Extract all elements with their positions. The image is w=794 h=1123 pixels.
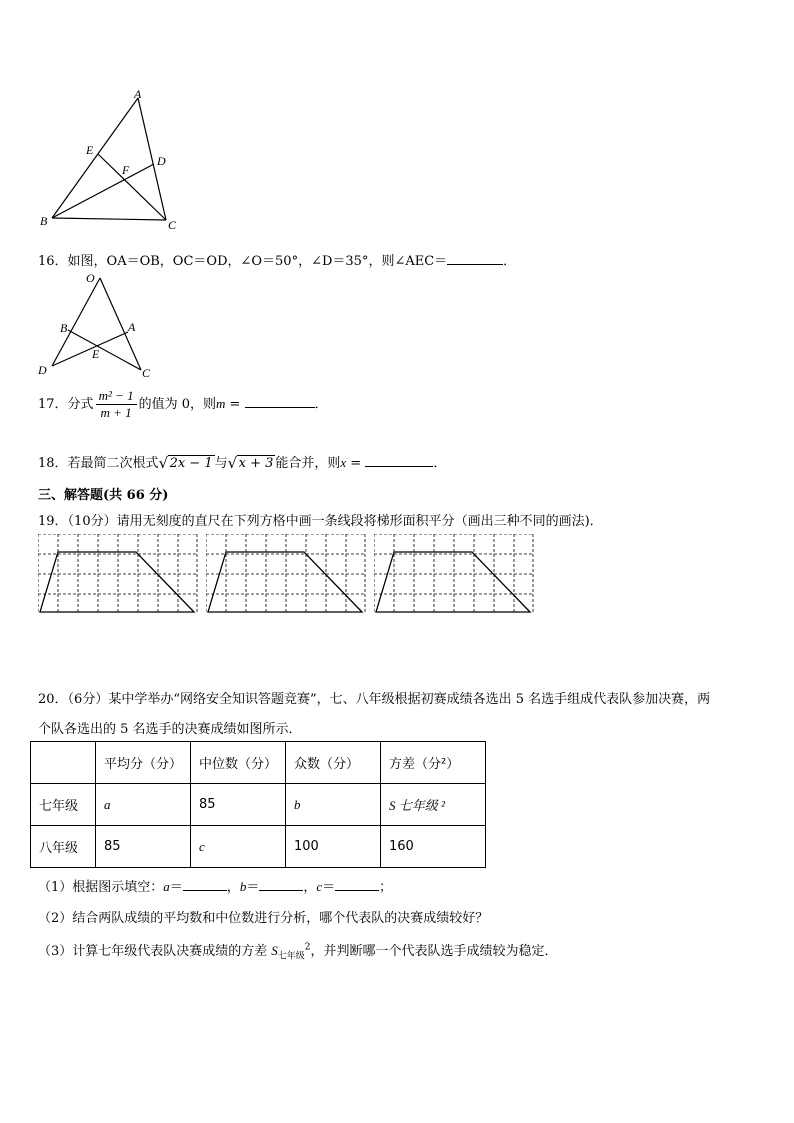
table-cell: c (191, 826, 286, 868)
label-C: C (142, 366, 151, 380)
q18-mid: 与 (214, 456, 228, 471)
triangle-figure-16 (34, 270, 154, 380)
label-O: O (86, 271, 95, 285)
label-B: B (40, 214, 48, 228)
triangle-figure-15 (36, 86, 196, 236)
grid-figure-1 (38, 534, 198, 614)
question-17 (38, 388, 328, 421)
table-cell: b (286, 784, 381, 826)
q17-pre: 分式 (67, 397, 94, 412)
table-header-row (31, 742, 486, 784)
q17-end: ． (314, 397, 328, 412)
label-E: E (92, 347, 100, 361)
table-cell: S 七年级 ² (381, 784, 486, 826)
label-D: D (157, 154, 166, 168)
q16-end: ． (503, 254, 517, 269)
question-20-line-1: 20．（6分）某中学举办“网络安全知识答题竞赛”，七、八年级根据初赛成绩各选出 5 名选手组成代表队参加决赛，两 (38, 692, 711, 707)
header-cell: 平均分（分） (96, 742, 191, 784)
question-19: 19．（10分）请用无刻度的直尺在下列方格中画一条线段将梯形面积平分（画出三种不同的画法)． (38, 514, 603, 529)
sub3-pre: （3）计算七年级代表队决赛成绩的方差 (38, 944, 268, 959)
eq: ＝ (169, 880, 183, 895)
table-cell: 85 (96, 826, 191, 868)
q18-rad1: 2x − 1 (169, 456, 213, 471)
label-B: B (60, 321, 68, 335)
q18-post: 能合并，则 (275, 456, 341, 471)
header-cell (31, 742, 96, 784)
sub3-superscript: 2 (304, 942, 311, 953)
q18-radical-1: √ 2x − 1 (158, 454, 213, 472)
q20-sub-1 (38, 876, 392, 895)
question-20-line-2: 个队各选出的 5 名选手的决赛成绩如图所示． (38, 722, 302, 737)
q17-fraction (96, 388, 137, 421)
score-table (30, 741, 486, 868)
q18-rad2: x + 3 (238, 456, 274, 471)
q17-var: m (216, 396, 226, 411)
q18-radical-2: √ x + 3 (227, 454, 274, 472)
q17-number: 17． (38, 397, 68, 412)
blank-a[interactable] (183, 878, 227, 891)
row-label: 八年级 (31, 826, 96, 868)
header-cell: 众数（分） (286, 742, 381, 784)
label-A: A (134, 87, 142, 101)
blank-c[interactable] (335, 878, 379, 891)
question-16 (38, 250, 516, 269)
q18-answer-blank[interactable] (365, 454, 433, 467)
label-E: E (86, 143, 94, 157)
eq: ＝ (246, 880, 260, 895)
eq: ＝ (322, 880, 336, 895)
trapezoid (376, 552, 530, 612)
q17-denominator: m + 1 (100, 405, 132, 420)
q18-eq: = (346, 456, 366, 471)
table-row (31, 826, 486, 868)
header-cell: 方差（分²） (381, 742, 486, 784)
q16-number: 16． (38, 254, 68, 269)
sub3-s: S (271, 943, 278, 958)
label-C: C (168, 218, 177, 232)
q20-sub-3 (38, 940, 558, 962)
q18-var: x (340, 455, 347, 470)
blank-b[interactable] (259, 878, 303, 891)
trapezoid (40, 552, 194, 612)
row-label: 七年级 (31, 784, 96, 826)
q18-pre: 若最简二次根式 (67, 456, 159, 471)
question-18 (38, 452, 446, 471)
q17-answer-blank[interactable] (245, 395, 315, 408)
sub3-subscript: 七年级 (277, 951, 305, 962)
table-cell: 85 (191, 784, 286, 826)
q17-post: 的值为 0，则 (138, 397, 217, 412)
sub1-end: ； (379, 880, 393, 895)
label-F: F (122, 163, 130, 177)
sep: ， (226, 880, 240, 895)
q18-number: 18． (38, 456, 68, 471)
q20-sub-2: （2）结合两队成绩的平均数和中位数进行分析，哪个代表队的决赛成绩较好？ (38, 911, 489, 926)
header-cell: 中位数（分） (191, 742, 286, 784)
q17-numerator: m² − 1 (96, 388, 137, 405)
grid-figure-2 (206, 534, 366, 614)
label-D: D (38, 363, 47, 377)
q16-answer-blank[interactable] (447, 252, 503, 265)
sub3-post: ，并判断哪一个代表队选手成绩较为稳定． (310, 944, 558, 959)
table-cell: a (96, 784, 191, 826)
label-A: A (128, 320, 136, 334)
table-row (31, 784, 486, 826)
sep: ， (303, 880, 317, 895)
section-title: 三、解答题(共 66 分) (38, 488, 169, 503)
var-b: b (239, 879, 247, 894)
q16-text: 如图，OA＝OB，OC＝OD，∠O＝50°，∠D＝35°，则∠AEC＝ (67, 254, 448, 269)
trapezoid (208, 552, 362, 612)
var-c: c (316, 879, 323, 894)
table-cell: 100 (286, 826, 381, 868)
q17-eq: = (225, 397, 245, 412)
table-cell: 160 (381, 826, 486, 868)
sub1-pre: （1）根据图示填空： (38, 880, 164, 895)
var-a: a (163, 879, 170, 894)
q18-end: ． (433, 456, 447, 471)
grid-figure-3 (374, 534, 534, 614)
